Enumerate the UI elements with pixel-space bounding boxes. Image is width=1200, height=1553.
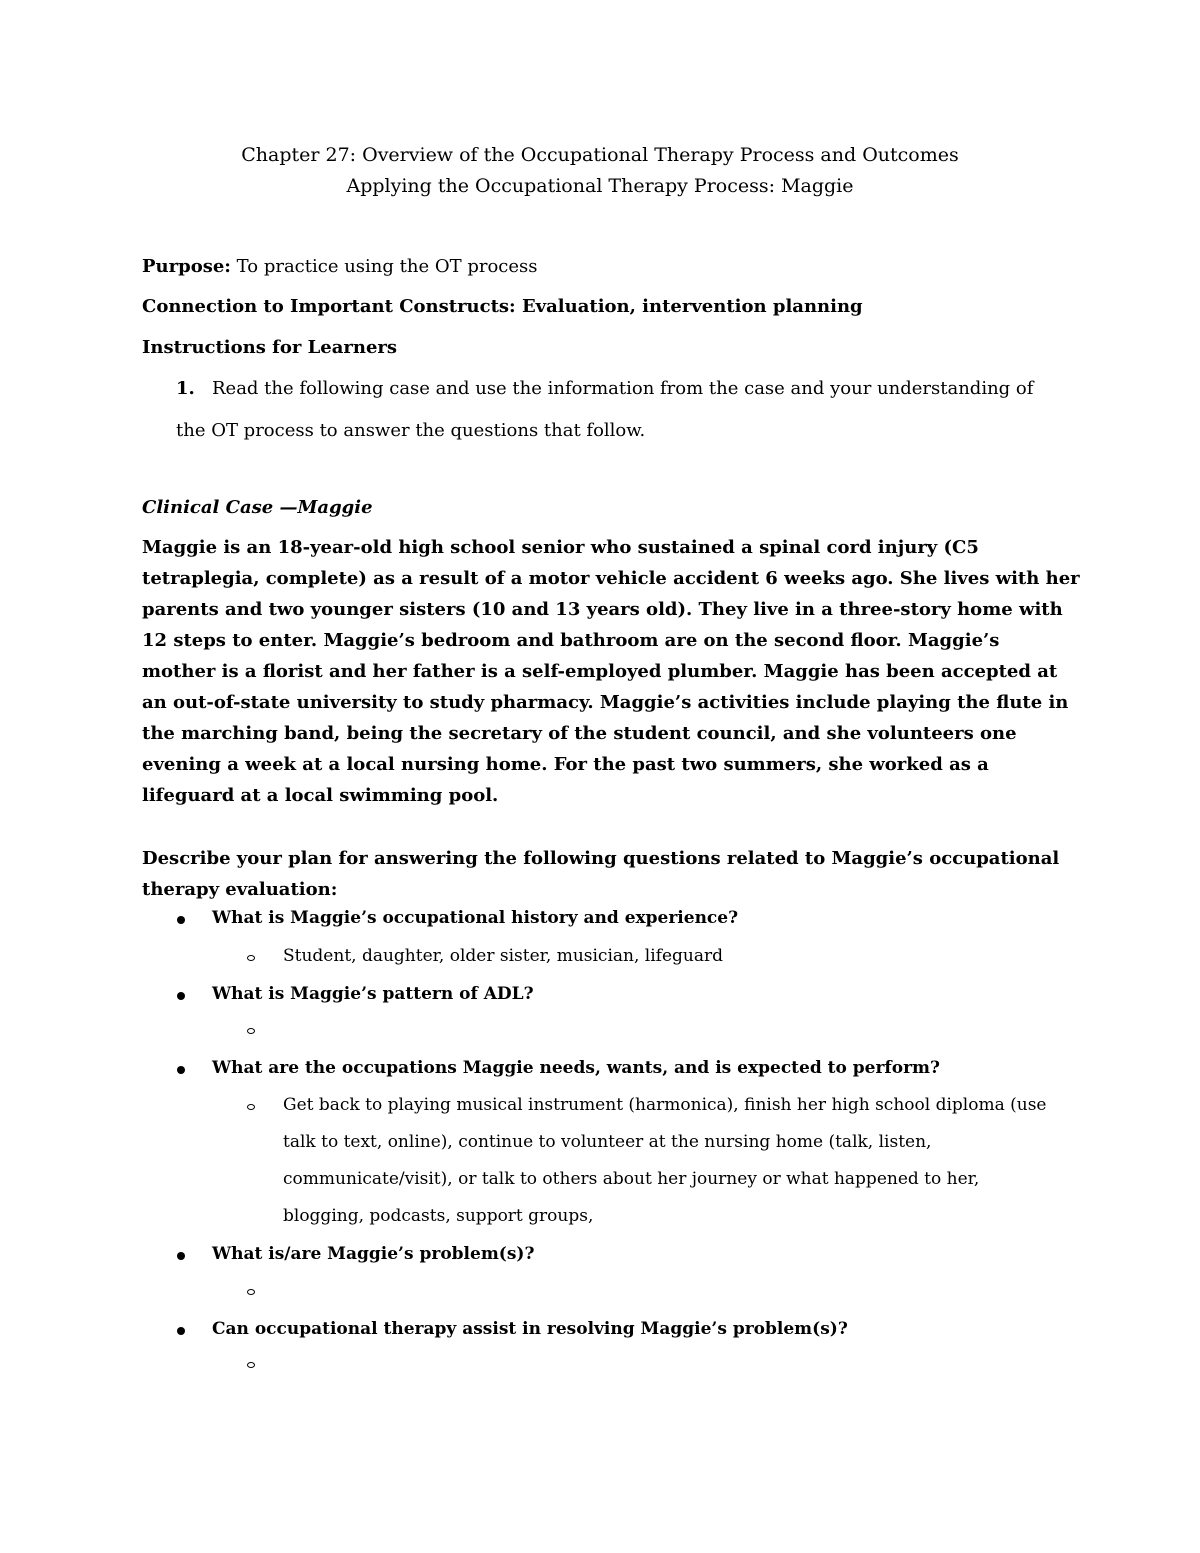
case-line: tetraplegia, complete) as a result of a motor vehicle accident 6 weeks ago. She lives with her — [142, 568, 1080, 589]
bullet-dot-icon — [177, 1252, 185, 1260]
purpose-text: To practice using the OT process — [230, 256, 538, 277]
question-text: What is Maggie’s occupational history and experience? — [212, 908, 739, 928]
plan-line-2: therapy evaluation: — [142, 879, 338, 900]
answer-line: communicate/visit), or talk to others about her journey or what happened to her, — [283, 1169, 980, 1189]
question-text: What are the occupations Maggie needs, wants, and is expected to perform? — [212, 1058, 940, 1078]
answer-line: Student, daughter, older sister, musician, lifeguard — [283, 946, 723, 966]
case-line: an out-of-state university to study pharmacy. Maggie’s activities include playing the flute in — [142, 692, 1069, 713]
case-line: evening a week at a local nursing home. For the past two summers, she worked as a — [142, 754, 989, 775]
case-line: Maggie is an 18-year-old high school senior who sustained a spinal cord injury (C5 — [142, 537, 979, 558]
question-text: What is/are Maggie’s problem(s)? — [212, 1244, 535, 1264]
plan-line-1: Describe your plan for answering the following questions related to Maggie’s occupational — [142, 848, 1060, 869]
bullet-circle-icon — [247, 955, 255, 961]
instruction-line-1: Read the following case and use the information from the case and your understanding of — [212, 378, 1034, 399]
answer-line: blogging, podcasts, support groups, — [283, 1206, 594, 1226]
case-line: 12 steps to enter. Maggie’s bedroom and bathroom are on the second floor. Maggie’s — [142, 630, 1000, 651]
case-line: mother is a florist and her father is a self-employed plumber. Maggie has been accepted at — [142, 661, 1058, 682]
bullet-circle-icon — [247, 1362, 255, 1368]
bullet-dot-icon — [177, 1327, 185, 1335]
case-heading: Clinical Case —Maggie — [142, 497, 373, 518]
question-text: Can occupational therapy assist in resolving Maggie’s problem(s)? — [212, 1319, 848, 1339]
title-line-1: Chapter 27: Overview of the Occupational Therapy Process and Outcomes — [241, 144, 959, 166]
answer-line: Get back to playing musical instrument (harmonica), finish her high school diploma (use — [283, 1095, 1047, 1115]
answer-line: talk to text, online), continue to volunteer at the nursing home (talk, listen, — [283, 1132, 932, 1152]
instruction-line-2: the OT process to answer the questions that follow. — [176, 420, 646, 441]
case-line: parents and two younger sisters (10 and 13 years old). They live in a three-story home with — [142, 599, 1063, 620]
bullet-dot-icon — [177, 1066, 185, 1074]
case-line: the marching band, being the secretary of the student council, and she volunteers one — [142, 723, 1017, 744]
instruction-number: 1. — [176, 378, 195, 399]
title-line-2: Applying the Occupational Therapy Process: Maggie — [346, 175, 854, 197]
question-text: What is Maggie’s pattern of ADL? — [212, 984, 534, 1004]
bullet-circle-icon — [247, 1104, 255, 1110]
purpose-line — [142, 256, 538, 277]
instructions-heading: Instructions for Learners — [142, 337, 398, 358]
bullet-circle-icon — [247, 1289, 255, 1295]
connection-line: Connection to Important Constructs: Evaluation, intervention planning — [142, 296, 863, 317]
case-line: lifeguard at a local swimming pool. — [142, 785, 499, 806]
purpose-label: Purpose: — [142, 256, 231, 277]
bullet-dot-icon — [177, 916, 185, 924]
bullet-circle-icon — [247, 1028, 255, 1034]
bullet-dot-icon — [177, 992, 185, 1000]
